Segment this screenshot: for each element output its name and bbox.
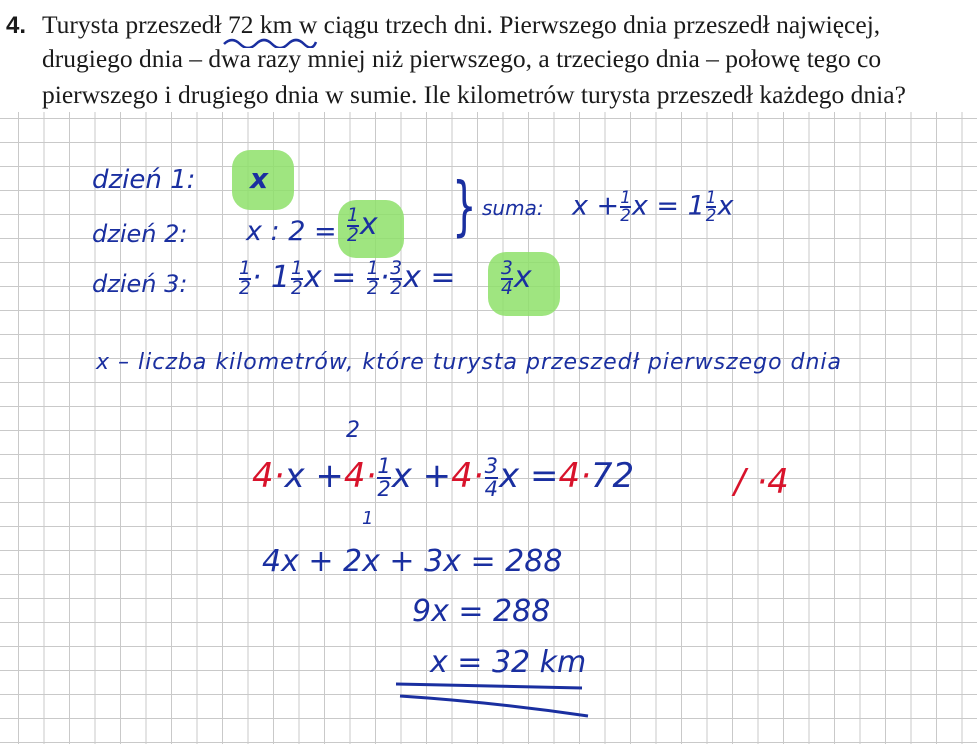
solution-line-3: 9x = 288 <box>412 594 551 629</box>
day1-label: dzień 1: <box>92 165 196 195</box>
cancel-bottom-1: 1 <box>362 508 374 529</box>
solution-line-2: 4x + 2x + 3x = 288 <box>262 544 563 579</box>
problem-statement <box>0 0 977 112</box>
problem-line-1: Turysta przeszedł 72 km w ciągu trzech dni. Pierwszego dnia przeszedł najwięcej, <box>42 10 881 39</box>
cancel-top-2: 2 <box>346 418 360 443</box>
day3-result: $\frac{3}{4}$ x <box>501 258 532 299</box>
problem-line-2: drugiego dnia – dwa razy mniej niż pierwszego, a trzeciego dnia – połowę tego co <box>42 44 882 73</box>
multiplier-note: / ·4 <box>734 462 789 502</box>
solution-answer: x = 32 km <box>430 645 587 680</box>
day3-expression: $\frac{1}{2}$ · 1 $\frac{1}{2}$ x = $\frac{1}{2}$ · $\frac{3}{2}$ x = <box>239 258 456 299</box>
curly-brace: } <box>452 170 477 244</box>
day2-result: $\frac{1}{2}$ x <box>347 205 378 246</box>
day3-label: dzień 3: <box>92 270 188 298</box>
sum-expression: x + $\frac{1}{2}$ x = 1 $\frac{1}{2}$ x <box>572 187 734 225</box>
day1-value: x <box>250 162 269 195</box>
solution-line-1: 4·x +4· $\frac{1}{2}$ x +4· $\frac{3}{4}$ x =4·72 <box>252 453 635 501</box>
wavy-underline <box>222 36 318 48</box>
variable-definition: x – liczba kilometrów, które turysta przeszedł pierwszego dnia <box>96 350 843 375</box>
problem-number: 4. <box>6 12 27 39</box>
problem-line-3: pierwszego i drugiego dnia w sumie. Ile kilometrów turysta przeszedł każdego dnia? <box>42 80 906 109</box>
sum-label: suma: <box>482 196 544 220</box>
fraction-half: $\frac{1}{2}$ <box>347 205 359 246</box>
answer-underline <box>392 676 592 726</box>
day2-label: dzień 2: <box>92 220 188 248</box>
day2-expr: x : 2 = <box>246 216 337 247</box>
